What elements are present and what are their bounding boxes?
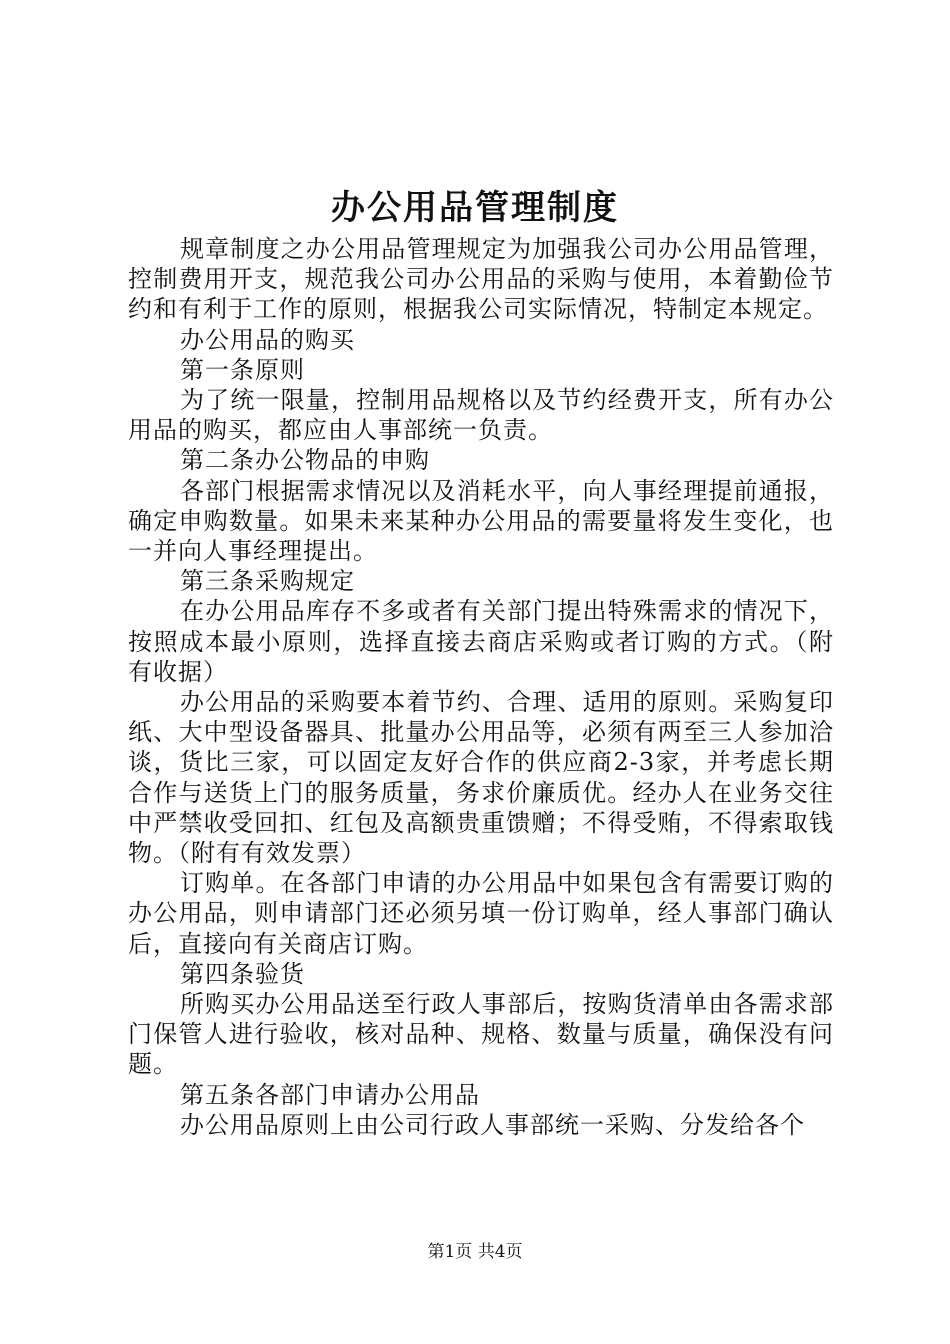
article-heading: 第三条采购规定: [180, 567, 355, 596]
paragraph: 各部门根据需求情况以及消耗水平，向人事经理提前通报，确定申购数量。如果未来某种办公用品的需要量将发生变化，也一并向人事经理提出。: [128, 476, 834, 566]
paragraph: 办公用品的采购要本着节约、合理、适用的原则。采购复印纸、大中型设备器具、批量办公用品等，必须有两至三人参加洽谈，货比三家，可以固定友好合作的供应商2-3家，并考虑长期合作与送货上门的服务质量，务求价廉质优。经办人在业务交往中严禁收受回扣、红包及高额贵重馈赠；不得受贿，不得索取钱物。（附有有效发票）: [128, 688, 834, 868]
article-heading: 第二条办公物品的申购: [180, 446, 430, 475]
paragraph: 订购单。在各部门申请的办公用品中如果包含有需要订购的办公用品，则申请部门还必须另填一份订购单，经人事部门确认后，直接向有关商店订购。: [128, 869, 834, 958]
paragraph: 为了统一限量，控制用品规格以及节约经费开支，所有办公用品的购买，都应由人事部统一负责。: [128, 386, 834, 445]
document-title: 办公用品管理制度: [331, 188, 619, 228]
section-heading: 办公用品的购买: [180, 325, 355, 354]
article-heading: 第五条各部门申请办公用品: [180, 1080, 480, 1109]
paragraph: 规章制度之办公用品管理规定为加强我公司办公用品管理，控制费用开支，规范我公司办公用品的采购与使用，本着勤俭节约和有利于工作的原则，根据我公司实际情况，特制定本规定。: [128, 235, 834, 324]
paragraph: 办公用品原则上由公司行政人事部统一采购、分发给各个: [180, 1110, 805, 1139]
article-heading: 第一条原则: [180, 355, 305, 384]
paragraph: 在办公用品库存不多或者有关部门提出特殊需求的情况下，按照成本最小原则，选择直接去商店采购或者订购的方式。（附有收据）: [128, 597, 834, 686]
document-body: [128, 234, 834, 1140]
article-heading: 第四条验货: [180, 959, 305, 988]
paragraph: 所购买办公用品送至行政人事部后，按购货清单由各需求部门保管人进行验收，核对品种、规格、数量与质量，确保没有问题。: [128, 990, 834, 1079]
page-footer: 第1页 共4页: [427, 1242, 523, 1262]
